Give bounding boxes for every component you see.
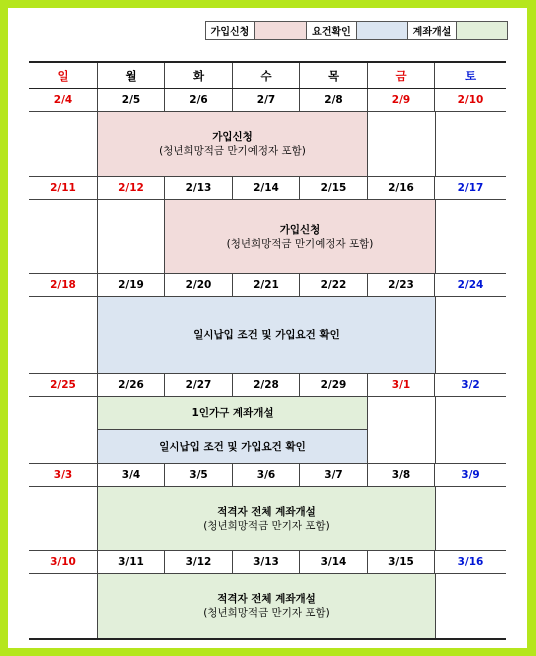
legend [205, 21, 508, 40]
event-title: 일시납입 조건 및 가입요건 확인 [193, 329, 340, 341]
date-cell: 2/28 [233, 374, 300, 396]
event-signup [98, 112, 367, 176]
event-subtitle: (청년희망적금 만기자 포함) [203, 607, 330, 619]
date-cell: 3/7 [300, 464, 368, 486]
event-subtitle: (청년희망적금 만기예정자 포함) [159, 145, 306, 157]
weekday-thu: 목 [300, 63, 368, 88]
event-title: 적격자 전체 계좌개설 [217, 505, 316, 518]
date-cell: 2/4 [29, 89, 98, 111]
legend-label-signup: 가입신청 [206, 22, 255, 39]
date-cell: 2/20 [165, 274, 233, 296]
date-cell: 3/5 [165, 464, 233, 486]
date-cell: 2/12 [98, 177, 165, 199]
date-cell: 2/18 [29, 274, 98, 296]
date-row-6 [29, 551, 506, 574]
weekday-tue: 화 [165, 63, 233, 88]
legend-label-check: 요건확인 [307, 22, 357, 39]
date-cell: 3/1 [368, 374, 435, 396]
event-single-household-account [98, 397, 367, 430]
date-cell: 2/10 [457, 94, 484, 106]
date-cell: 3/13 [233, 551, 300, 573]
event-title: 적격자 전체 계좌개설 [217, 593, 316, 605]
event-subtitle: (청년희망적금 만기자 포함) [203, 519, 330, 532]
date-cell: 2/29 [300, 374, 368, 396]
date-cell: 2/11 [29, 177, 98, 199]
date-cell: 3/15 [368, 551, 435, 573]
date-row-5 [29, 464, 506, 487]
date-cell: 2/9 [368, 89, 435, 111]
date-cell: 2/13 [165, 177, 233, 199]
weekday-fri: 금 [368, 63, 435, 88]
divider [435, 297, 436, 373]
event-row-6 [29, 574, 506, 640]
date-cell: 2/23 [368, 274, 435, 296]
event-row-1 [29, 112, 506, 177]
divider [435, 200, 436, 273]
date-cell: 3/2 [461, 379, 480, 391]
divider [435, 397, 436, 463]
event-subtitle: (청년희망적금 만기예정자 포함) [226, 237, 374, 250]
weekday-sun: 일 [29, 63, 98, 88]
event-title: 일시납입 조건 및 가입요건 확인 [159, 440, 306, 453]
weekday-sat: 토 [464, 68, 477, 83]
legend-label-account: 계좌개설 [408, 22, 457, 39]
event-row-5 [29, 487, 506, 551]
divider [367, 397, 368, 463]
date-cell: 2/19 [98, 274, 165, 296]
date-cell: 3/8 [368, 464, 435, 486]
date-cell: 3/3 [29, 464, 98, 486]
date-cell: 3/12 [165, 551, 233, 573]
date-cell: 2/15 [300, 177, 368, 199]
weekday-wed: 수 [233, 63, 300, 88]
date-row-1 [29, 89, 506, 112]
date-cell: 3/11 [98, 551, 165, 573]
date-cell: 2/27 [165, 374, 233, 396]
event-title: 가입신청 [279, 223, 321, 236]
date-cell: 2/8 [300, 89, 368, 111]
event-row-3 [29, 297, 506, 374]
divider [97, 200, 98, 273]
event-requirement-check [98, 430, 367, 463]
date-row-2 [29, 177, 506, 200]
weekday-header [29, 61, 506, 89]
event-title: 1인가구 계좌개설 [191, 407, 274, 419]
date-cell: 2/14 [233, 177, 300, 199]
event-requirement-check [98, 297, 435, 373]
divider [435, 112, 436, 176]
event-all-eligible-account [98, 487, 435, 550]
divider [435, 487, 436, 550]
legend-swatch-check [357, 22, 408, 39]
date-cell: 2/17 [457, 182, 484, 194]
date-cell: 2/21 [233, 274, 300, 296]
legend-swatch-account [457, 22, 507, 39]
date-cell: 2/7 [233, 89, 300, 111]
calendar [29, 61, 506, 640]
date-cell: 3/14 [300, 551, 368, 573]
date-cell: 2/16 [368, 177, 435, 199]
date-cell: 2/24 [457, 279, 484, 291]
legend-swatch-signup [255, 22, 307, 39]
event-row-4 [29, 397, 506, 464]
date-cell: 2/6 [165, 89, 233, 111]
date-cell: 3/9 [461, 469, 480, 481]
date-cell: 3/16 [457, 556, 484, 568]
divider [367, 112, 368, 176]
date-cell: 2/25 [29, 374, 98, 396]
event-signup [165, 200, 435, 273]
date-cell: 3/4 [98, 464, 165, 486]
date-cell: 2/5 [98, 89, 165, 111]
date-cell: 3/6 [233, 464, 300, 486]
event-all-eligible-account [98, 574, 435, 638]
date-cell: 2/26 [98, 374, 165, 396]
date-cell: 2/22 [300, 274, 368, 296]
event-title: 가입신청 [212, 131, 253, 143]
divider [435, 574, 436, 638]
date-row-3 [29, 274, 506, 297]
event-row-2 [29, 200, 506, 274]
date-cell: 3/10 [29, 551, 98, 573]
date-row-4 [29, 374, 506, 397]
weekday-mon: 월 [98, 63, 165, 88]
